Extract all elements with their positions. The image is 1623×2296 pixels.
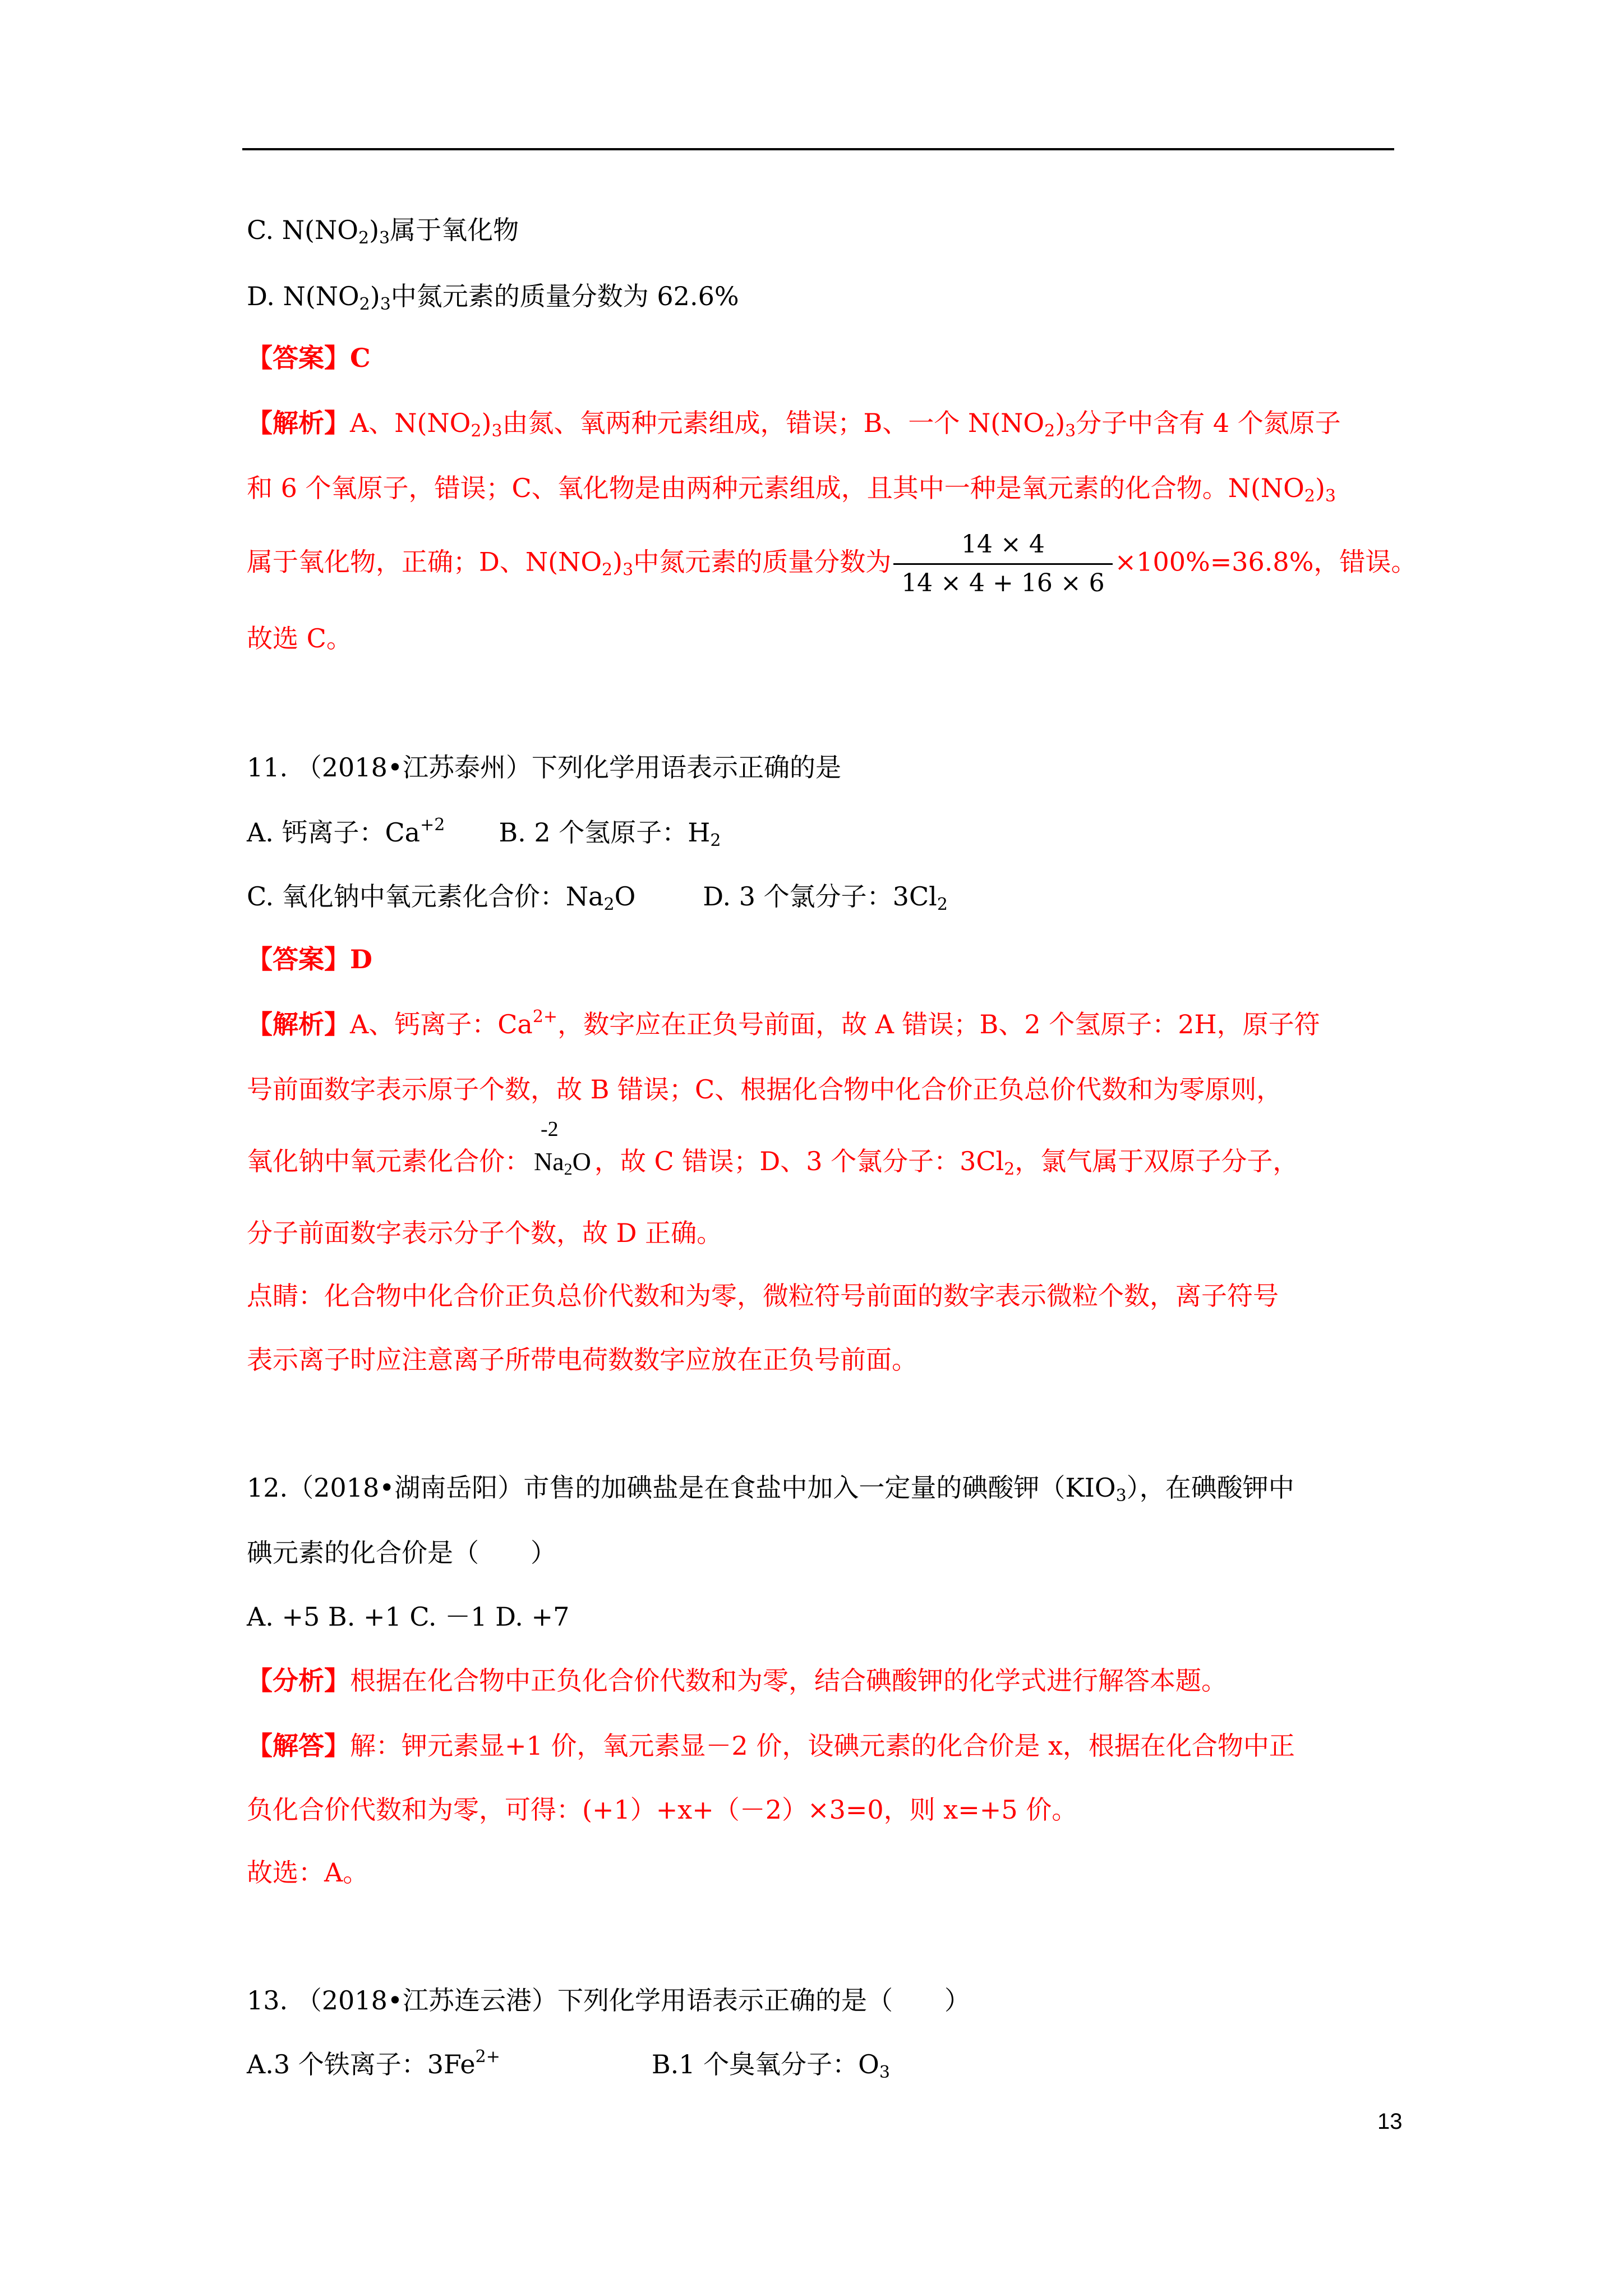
q11-explanation-line3 <box>247 1117 1299 1179</box>
text: O <box>572 1147 591 1176</box>
text: C. N(NO <box>247 215 358 245</box>
text: ) <box>369 215 380 245</box>
header-rule <box>242 148 1394 150</box>
q11-answer: 【答案】D <box>247 944 372 974</box>
text: ，故 C 错误；D、3 个氯分子：3Cl <box>594 1146 1004 1176</box>
analysis-tag: 【分析】 <box>247 1665 350 1696</box>
text: 属于氧化物 <box>390 215 519 245</box>
q10-option-c <box>247 213 519 247</box>
subscript: 2 <box>471 421 482 441</box>
subscript: 2 <box>359 295 370 314</box>
q11-options-cd <box>247 880 948 913</box>
q11-options-ab <box>247 816 721 849</box>
text: 中氮元素的质量分数为 62.6% <box>390 281 739 311</box>
text: ) <box>1315 473 1325 503</box>
q11-note-line1: 点睛：化合物中化合价正负总价代数和为零，微粒符号前面的数字表示微粒个数，离子符号 <box>247 1281 1279 1311</box>
text: ) <box>612 546 623 577</box>
subscript: 3 <box>879 2063 890 2082</box>
text: 根据在化合物中正负化合价代数和为零，结合碘酸钾的化学式进行解答本题。 <box>350 1665 1227 1696</box>
q13-options <box>247 2047 890 2081</box>
text: ），在碘酸钾中 <box>1126 1473 1294 1503</box>
subscript: 3 <box>1065 421 1076 441</box>
q12-solution-line1 <box>247 1729 1295 1763</box>
option-b: B.1 个臭氧分子：O <box>651 2049 879 2079</box>
text: ) <box>481 408 492 438</box>
fraction-denominator: 14 × 4 + 16 × 6 <box>901 569 1105 597</box>
text: 属于氧化物，正确；D、N(NO <box>247 546 602 577</box>
text: A、钙离子：Ca <box>350 1009 533 1039</box>
subscript: 2 <box>1044 421 1055 441</box>
option-d: D. 3 个氯分子：3Cl <box>703 881 937 912</box>
q10-option-d <box>247 279 739 313</box>
option-c: C. 氧化钠中氧元素化合价：Na <box>247 881 604 912</box>
text: Na <box>534 1147 564 1176</box>
valence-value: -2 <box>541 1117 559 1141</box>
text: 中氮元素的质量分数为 <box>633 546 892 577</box>
text: ，数字应在正负号前面，故 A 错误；B、2 个氢原子：2H，原子符 <box>557 1009 1320 1039</box>
q10-explanation-line2 <box>247 471 1336 505</box>
text: ，氯气属于双原子分子， <box>1015 1146 1299 1176</box>
subscript: 2 <box>603 895 615 914</box>
superscript: +2 <box>420 815 445 835</box>
subscript: 3 <box>623 560 634 580</box>
subscript: 2 <box>564 1160 573 1179</box>
subscript: 2 <box>358 228 370 248</box>
q11-explanation-line2: 号前面数字表示原子个数，故 B 错误；C、根据化合物中化合价正负总价代数和为零原则， <box>247 1074 1283 1105</box>
q10-explanation-line4: 故选 C。 <box>247 623 352 654</box>
option-a: A.3 个铁离子：3Fe <box>247 2049 476 2079</box>
q11-note-line2: 表示离子时应注意离子所带电荷数数字应放在正负号前面。 <box>247 1345 917 1375</box>
subscript: 2 <box>710 831 721 850</box>
q12-stem-line2: 碘元素的化合价是（ ） <box>247 1538 556 1568</box>
text: 12.（2018•湖南岳阳）市售的加碘盐是在食盐中加入一定量的碘酸钾（KIO <box>247 1473 1116 1503</box>
text: A、N(NO <box>350 408 471 438</box>
subscript: 2 <box>937 895 948 914</box>
text: ) <box>370 281 380 311</box>
subscript: 3 <box>380 295 391 314</box>
q12-solution-line2: 负化合价代数和为零，可得：(+1）+x+（－2）×3=0，则 x=+5 价。 <box>247 1795 1078 1825</box>
q11-stem: 11. （2018•江苏泰州）下列化学用语表示正确的是 <box>247 752 841 783</box>
subscript: 3 <box>1325 486 1336 506</box>
q12-analysis <box>247 1664 1227 1697</box>
subscript: 2 <box>1304 486 1315 506</box>
superscript: 2+ <box>532 1007 558 1027</box>
subscript: 3 <box>379 228 390 248</box>
q10-answer: 【答案】C <box>247 343 371 373</box>
explanation-tag: 【解析】 <box>247 408 350 438</box>
page-number: 13 <box>1377 2109 1403 2134</box>
subscript: 3 <box>1115 1486 1127 1506</box>
text: 和 6 个氧原子，错误；C、氧化物是由两种元素组成，且其中一种是氧元素的化合物。N(NO <box>247 473 1304 503</box>
q12-stem-line1 <box>247 1471 1294 1504</box>
subscript: 3 <box>491 421 502 441</box>
q11-explanation-line4: 分子前面数字表示分子个数，故 D 正确。 <box>247 1218 723 1248</box>
superscript: 2+ <box>475 2047 500 2067</box>
text: 由氮、氧两种元素组成，错误；B、一个 N(NO <box>502 408 1045 438</box>
text: 分子中含有 4 个氮原子 <box>1076 408 1341 438</box>
text: ×100%=36.8%，错误。 <box>1114 546 1417 577</box>
option-b: B. 2 个氢原子：H <box>499 817 711 848</box>
q12-options: A. +5 B. +1 C. －1 D. +7 <box>247 1602 570 1632</box>
q10-explanation-line1 <box>247 406 1341 440</box>
text: ) <box>1055 408 1066 438</box>
mass-fraction-formula <box>893 528 1112 600</box>
text: O <box>614 881 636 912</box>
subscript: 2 <box>602 560 613 580</box>
explanation-tag: 【解析】 <box>247 1009 350 1039</box>
text: 氧化钠中氧元素化合价： <box>247 1146 531 1176</box>
q13-stem: 13. （2018•江苏连云港）下列化学用语表示正确的是（ ） <box>247 1985 970 2016</box>
text: D. N(NO <box>247 281 359 311</box>
fraction-numerator: 14 × 4 <box>893 528 1112 565</box>
text: 解：钾元素显+1 价，氧元素显－2 价，设碘元素的化合价是 x，根据在化合物中正 <box>350 1731 1295 1761</box>
q10-explanation-line3 <box>247 528 1417 600</box>
solution-tag: 【解答】 <box>247 1731 350 1761</box>
q12-conclusion: 故选：A。 <box>247 1857 369 1888</box>
q11-explanation-line1 <box>247 1007 1320 1041</box>
subscript: 2 <box>1004 1159 1015 1179</box>
valence-notation <box>534 1117 591 1179</box>
option-a: A. 钙离子：Ca <box>247 817 421 848</box>
